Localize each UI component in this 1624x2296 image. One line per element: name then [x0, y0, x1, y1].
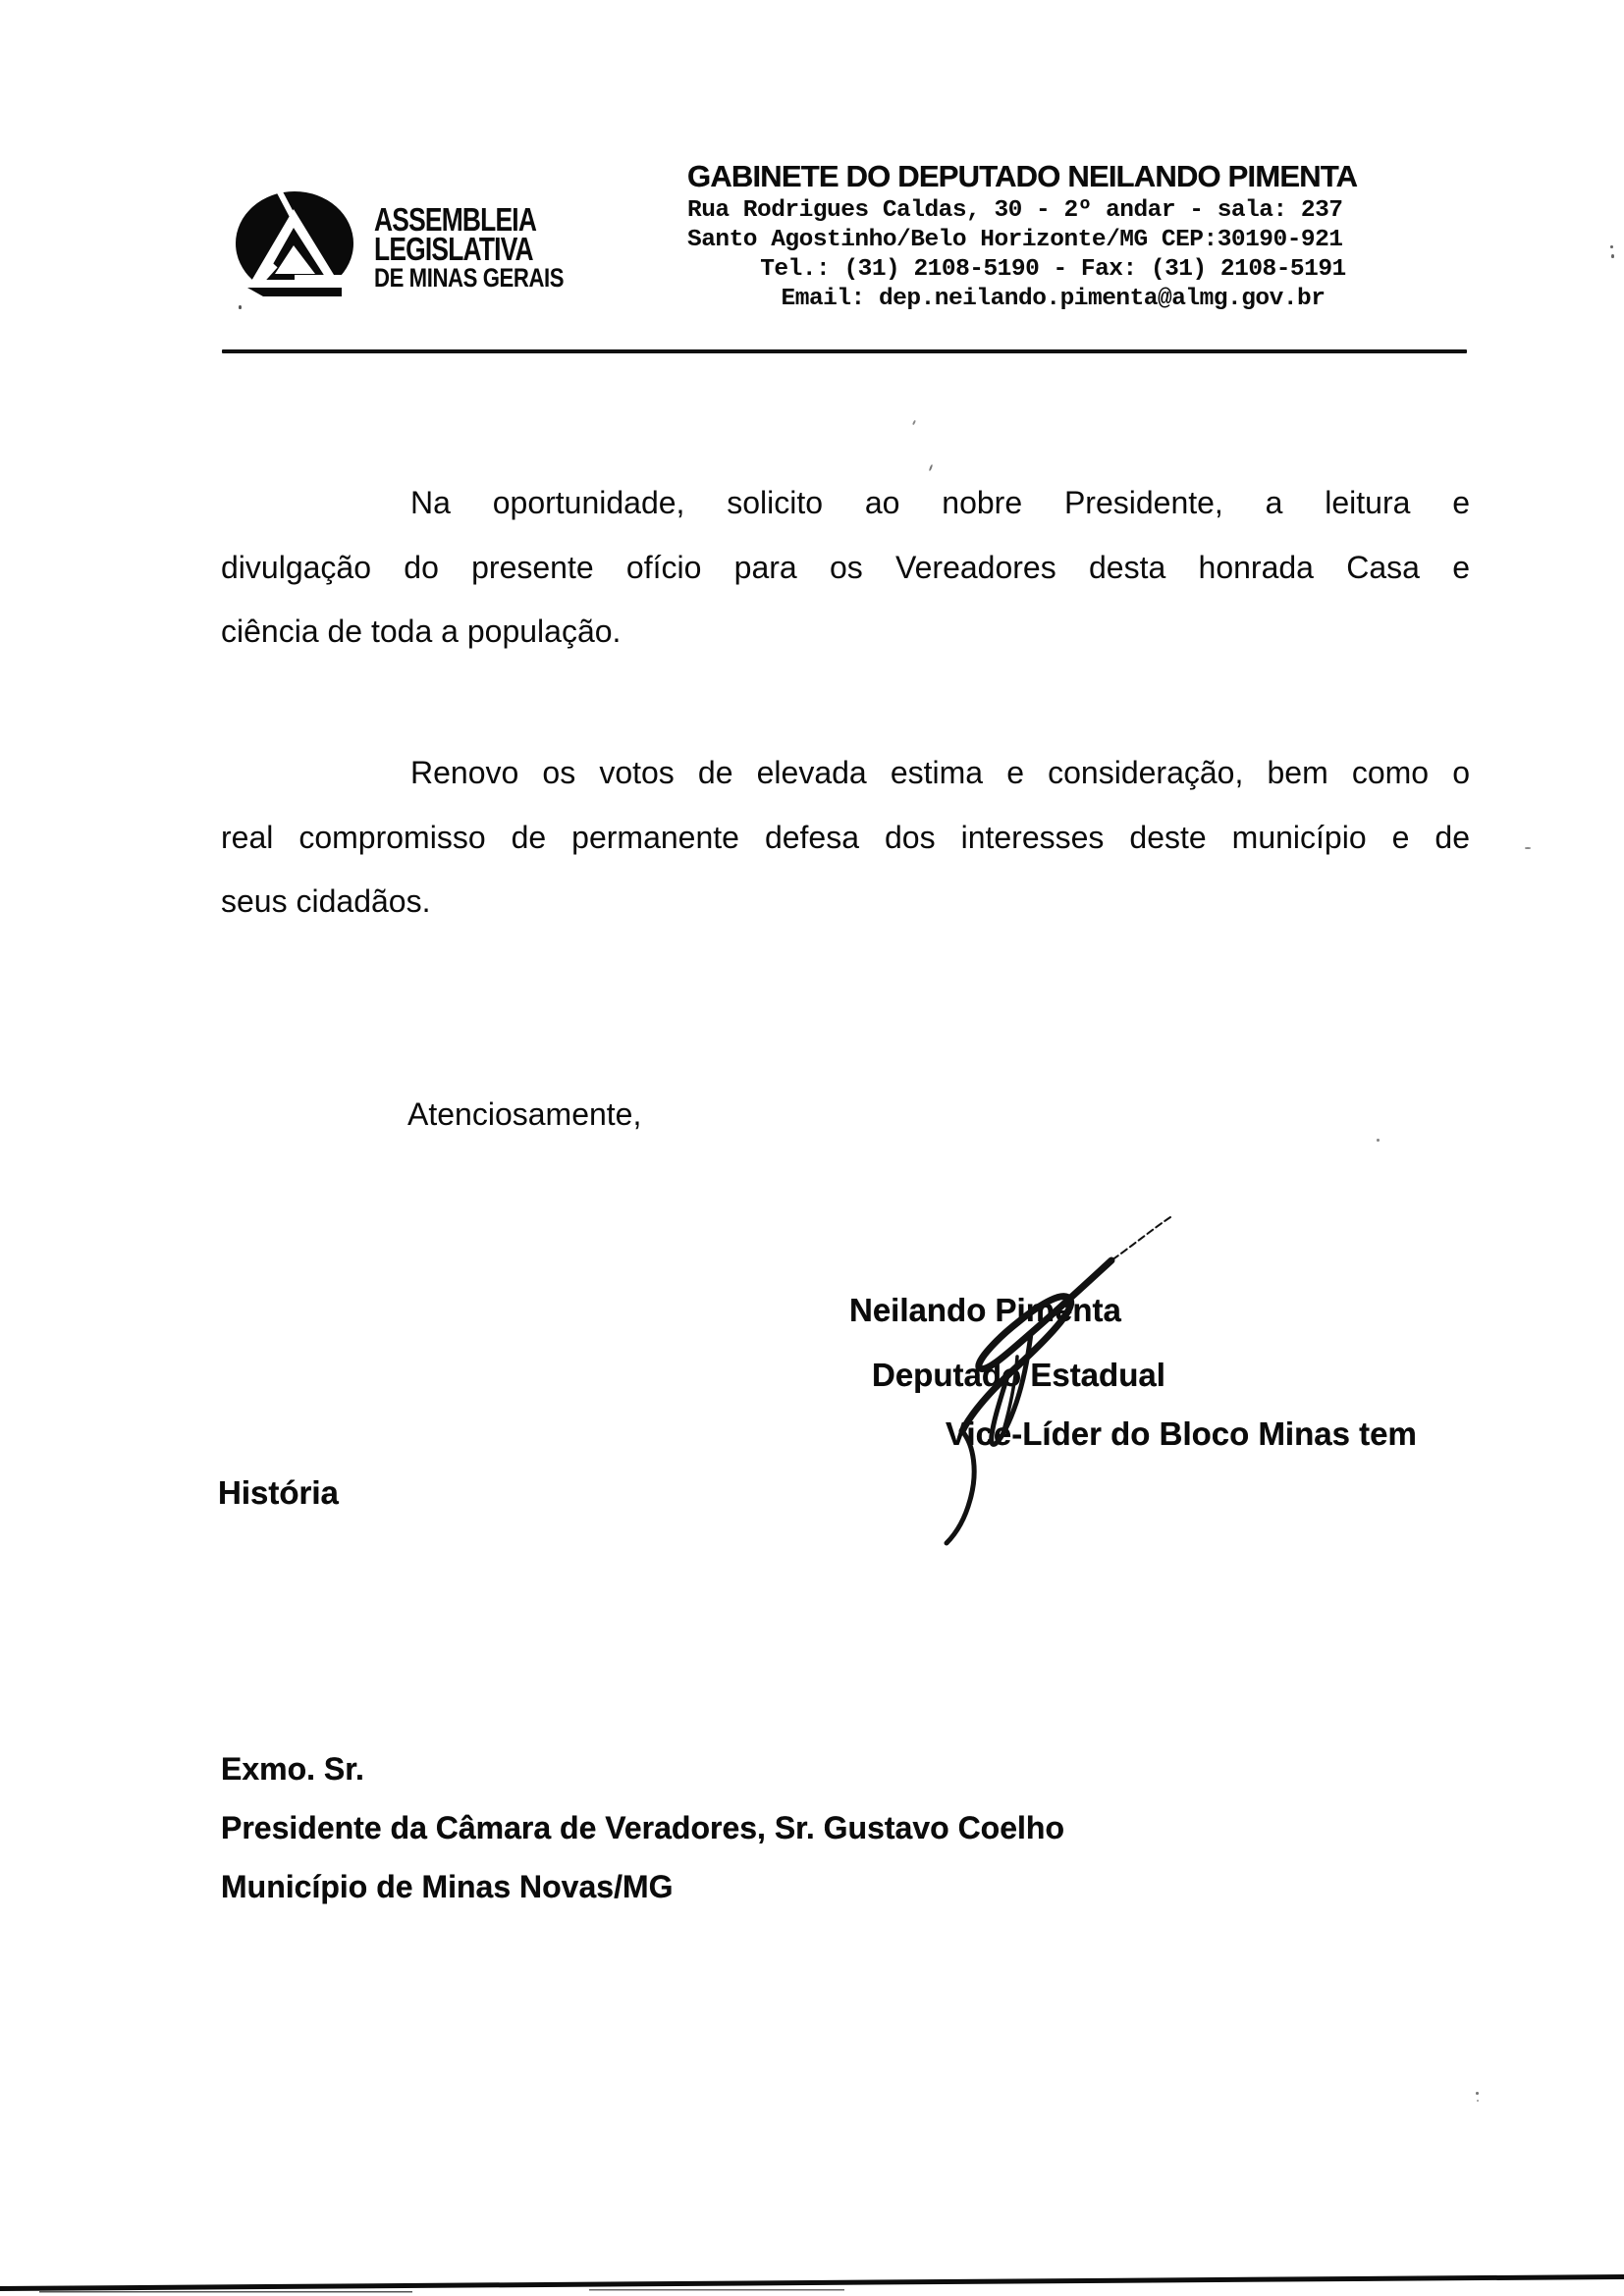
closing-salutation: Atenciosamente, — [407, 1096, 642, 1132]
office-phone-fax: Tel.: (31) 2108-5190 - Fax: (31) 2108-5191 — [760, 256, 1346, 283]
page-bottom-scan-line — [0, 2271, 1624, 2295]
body-paragraph-1 — [221, 471, 1470, 665]
signer-name: Neilando Pimenta — [849, 1292, 1121, 1328]
body-paragraph-2 — [221, 741, 1470, 934]
body-paragraph-2-line-3: seus cidadãos. — [221, 883, 431, 919]
body-paragraph-1-line-3: ciência de toda a população. — [221, 614, 622, 649]
header-divider — [222, 349, 1467, 353]
logo-line3: DE MINAS GERAIS — [374, 263, 565, 293]
signer-role: Vice-Líder do Bloco Minas tem — [946, 1415, 1417, 1452]
scan-artifact — [1610, 245, 1613, 248]
office-address-city: Santo Agostinho/Belo Horizonte/MG CEP:30190-921 — [687, 227, 1343, 253]
signer-role-overflow: História — [218, 1474, 339, 1511]
office-email: Email: dep.neilando.pimenta@almg.gov.br — [781, 286, 1326, 312]
almg-logo-text — [374, 201, 606, 293]
logo-line1: ASSEMBLEIA — [374, 201, 537, 238]
scan-artifact — [1611, 254, 1614, 258]
addressee-title-name: Presidente da Câmara de Veradores, Sr. Gustavo Coelho — [221, 1810, 1064, 1845]
scan-artifact — [912, 420, 916, 425]
office-contact-block — [687, 157, 1419, 314]
addressee-block — [221, 1739, 1064, 1916]
almg-logo-icon — [234, 188, 359, 304]
scan-artifact — [1377, 1139, 1380, 1142]
office-title: GABINETE DO DEPUTADO NEILANDO PIMENTA — [687, 159, 1358, 193]
body-paragraph-2-line-2: real compromisso de permanente defesa dos interesses deste município e de — [221, 819, 1470, 855]
scan-artifact — [1525, 847, 1531, 849]
addressee-municipality: Município de Minas Novas/MG — [221, 1869, 674, 1904]
scan-artifact — [1476, 2092, 1479, 2095]
body-paragraph-2-line-1: Renovo os votos de elevada estima e consideração, bem como o — [410, 755, 1470, 790]
addressee-honorific: Exmo. Sr. — [221, 1751, 364, 1787]
office-address-street: Rua Rodrigues Caldas, 30 - 2º andar - sala: 237 — [687, 197, 1343, 224]
scan-artifact — [239, 305, 242, 309]
body-paragraph-1-line-2: divulgação do presente ofício para os Vereadores desta honrada Casa e — [221, 549, 1470, 585]
scan-artifact — [1477, 2100, 1479, 2102]
signer-title: Deputado Estadual — [872, 1357, 1165, 1393]
body-paragraph-1-line-1: Na oportunidade, solicito ao nobre Presidente, a leitura e — [410, 485, 1470, 520]
logo-line2: LEGISLATIVA — [374, 231, 533, 267]
